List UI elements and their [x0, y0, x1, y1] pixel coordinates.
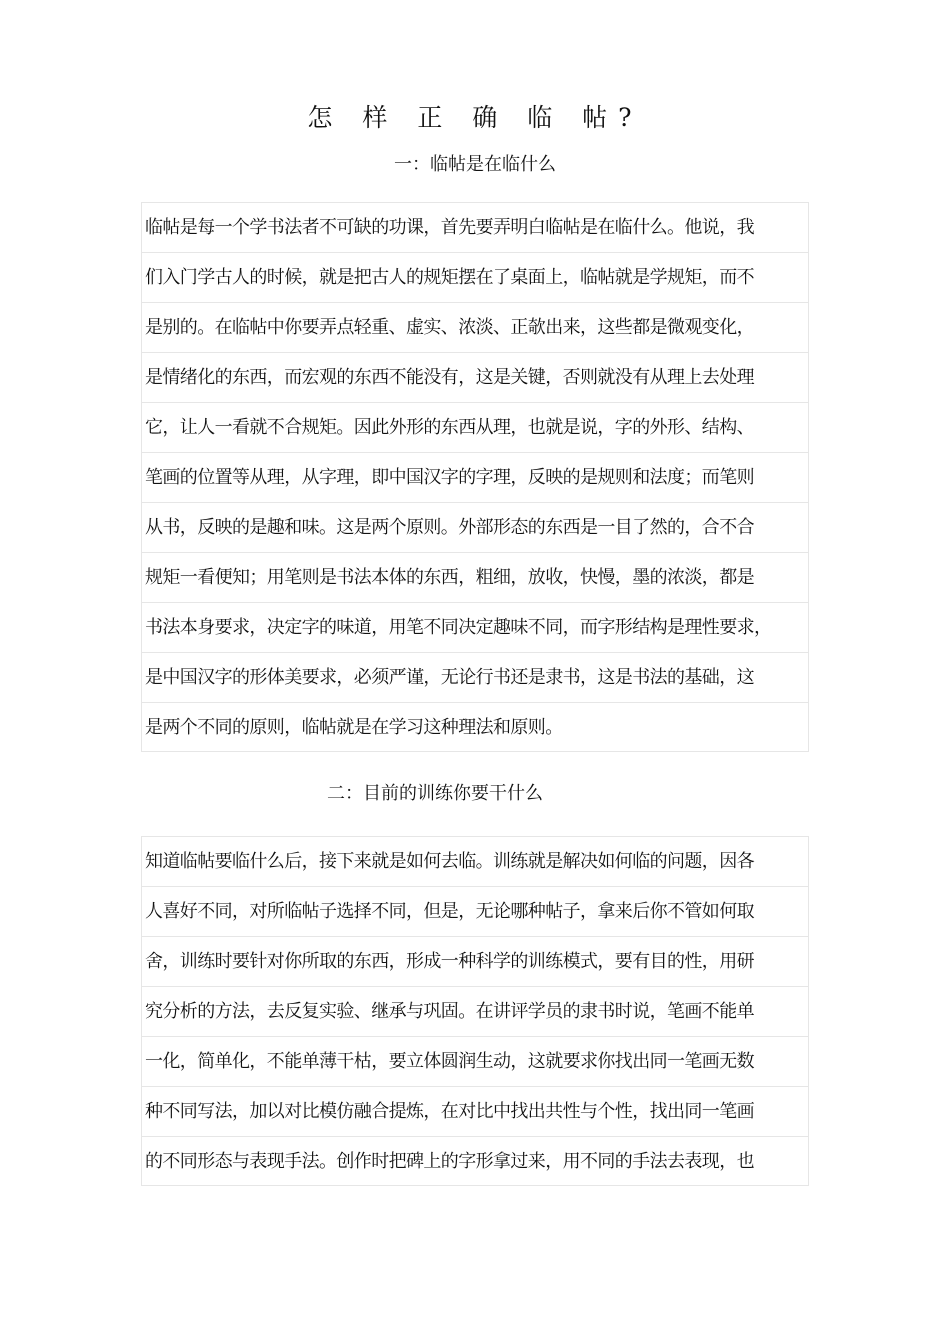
paragraph-line: 笔画的位置等从理，从字理，即中国汉字的字理，反映的是规则和法度；而笔则: [141, 452, 809, 502]
paragraph-line: 人喜好不同，对所临帖子选择不同，但是，无论哪种帖子，拿来后你不管如何取: [141, 886, 809, 936]
paragraph-line: 书法本身要求，决定字的味道，用笔不同决定趣味不同，而字形结构是理性要求，: [141, 602, 809, 652]
paragraph-line: 是两个不同的原则，临帖就是在学习这种理法和原则。: [141, 702, 809, 752]
paragraph-line: 规矩一看便知；用笔则是书法本体的东西，粗细，放收，快慢，墨的浓淡，都是: [141, 552, 809, 602]
paragraph-line: 它，让人一看就不合规矩。因此外形的东西从理，也就是说，字的外形、结构、: [141, 402, 809, 452]
paragraph-line: 们入门学古人的时候，就是把古人的规矩摆在了桌面上，临帖就是学规矩，而不: [141, 252, 809, 302]
section-1-paragraph: [141, 202, 809, 752]
paragraph-line: 种不同写法，加以对比模仿融合提炼，在对比中找出共性与个性，找出同一笔画: [141, 1086, 809, 1136]
paragraph-line: 从书，反映的是趣和味。这是两个原则。外部形态的东西是一目了然的，合不合: [141, 502, 809, 552]
paragraph-line: 的不同形态与表现手法。创作时把碑上的字形拿过来，用不同的手法去表现，也: [141, 1136, 809, 1186]
paragraph-line: 究分析的方法，去反复实验、继承与巩固。在讲评学员的隶书时说，笔画不能单: [141, 986, 809, 1036]
section-2-paragraph: [141, 836, 809, 1186]
paragraph-line: 一化，简单化，不能单薄干枯，要立体圆润生动，这就要求你找出同一笔画无数: [141, 1036, 809, 1086]
document-title: 怎 样 正 确 临 帖?: [307, 103, 643, 132]
paragraph-line: 知道临帖要临什么后，接下来就是如何去临。训练就是解决如何临的问题，因各: [141, 836, 809, 886]
section-2-heading: 二：目前的训练你要干什么: [327, 783, 543, 804]
paragraph-line: 是别的。在临帖中你要弄点轻重、虚实、浓淡、正欹出来，这些都是微观变化，: [141, 302, 809, 352]
paragraph-line: 是情绪化的东西，而宏观的东西不能没有，这是关键，否则就没有从理上去处理: [141, 352, 809, 402]
paragraph-line: 是中国汉字的形体美要求，必须严谨，无论行书还是隶书，这是书法的基础，这: [141, 652, 809, 702]
paragraph-line: 临帖是每一个学书法者不可缺的功课，首先要弄明白临帖是在临什么。他说，我: [141, 202, 809, 252]
section-1-heading: 一：临帖是在临什么: [394, 154, 556, 175]
paragraph-line: 舍，训练时要针对你所取的东西，形成一种科学的训练模式，要有目的性，用研: [141, 936, 809, 986]
